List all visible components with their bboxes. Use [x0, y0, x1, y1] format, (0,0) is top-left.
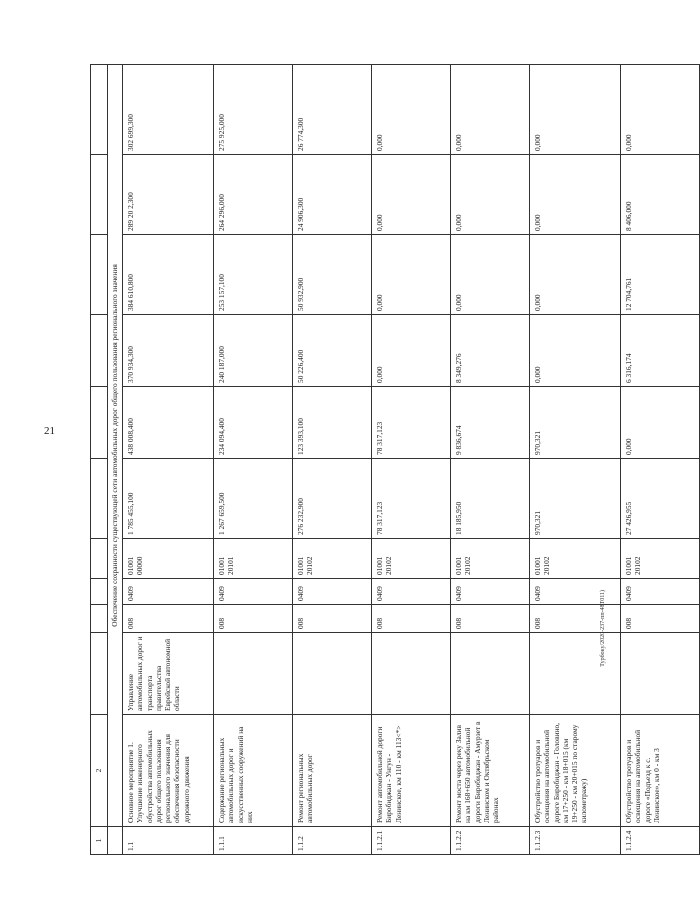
- row-number: 1.1.2.2: [451, 827, 530, 855]
- target-article: 01001 20102: [293, 539, 372, 579]
- total-amount: 18 185,950: [451, 459, 530, 539]
- target-article: 01001 20102: [621, 539, 700, 579]
- target-article: 01001 20101: [214, 539, 293, 579]
- executor: [621, 633, 700, 715]
- row-number: 1.1.2: [293, 827, 372, 855]
- row-number: 1.1.1: [214, 827, 293, 855]
- year-4-amount: 264 296,000: [214, 155, 293, 235]
- year-5-amount: 0,000: [451, 65, 530, 155]
- section-code: 0409: [123, 579, 214, 605]
- section-code: 0409: [451, 579, 530, 605]
- table-row: [214, 65, 293, 855]
- section-row: [108, 65, 123, 855]
- section-code: 0409: [214, 579, 293, 605]
- year-1-amount: 123 393,100: [293, 387, 372, 459]
- measure-name: Обустройство тротуаров и освещения на автомобильной дороге «Подъезд к с. Ленинское», км 0 - км 3: [621, 715, 700, 827]
- year-2-amount: 6 316,174: [621, 315, 700, 387]
- measure-name: Основное мероприятие 1. Улучшение инженерного обустройства автомобильных дорог общего пользования регионального значения для обеспечения безопасности дорожного движения: [123, 715, 214, 827]
- year-5-amount: 0,000: [530, 65, 621, 155]
- section-code: 0409: [621, 579, 700, 605]
- executor: [530, 633, 621, 715]
- measure-name: Ремонт автомобильной дороги Биробиджан - Унгун - Ленинское, км 110 - км 113<*>: [372, 715, 451, 827]
- measure-name: Обустройство тротуаров и освещения на автомобильной дороге Биробиджан - Головино, км 17+250 - км 18+015 (км 19+250 - км 20+015 по старому километражу): [530, 715, 621, 827]
- measure-name: Содержание региональных автомобильных дорог и искусственных сооружений на них: [214, 715, 293, 827]
- year-2-amount: 370 934,300: [123, 315, 214, 387]
- target-article: 01001 20102: [372, 539, 451, 579]
- executor: [214, 633, 293, 715]
- table-row: [530, 65, 621, 855]
- section-code: 0409: [530, 579, 621, 605]
- row-number: 1.1.2.4: [621, 827, 700, 855]
- total-amount: 78 317,123: [372, 459, 451, 539]
- year-5-amount: 26 774,300: [293, 65, 372, 155]
- year-5-amount: 275 925,000: [214, 65, 293, 155]
- year-3-amount: 0,000: [451, 235, 530, 315]
- section-code: 0409: [293, 579, 372, 605]
- year-1-amount: 78 317,123: [372, 387, 451, 459]
- year-5-amount: 0,000: [621, 65, 700, 155]
- page-number: 21: [44, 425, 55, 437]
- total-amount: 970,321: [530, 459, 621, 539]
- executor: [372, 633, 451, 715]
- executor: [451, 633, 530, 715]
- table-row: [293, 65, 372, 855]
- section-title: Обеспечение сохранности существующей сети автомобильных дорог общего пользования регионального значения: [108, 65, 123, 827]
- budget-table: [90, 64, 700, 855]
- rotated-table-wrapper: [90, 65, 661, 855]
- row-number: 1.1: [123, 827, 214, 855]
- target-article: 01001 20102: [530, 539, 621, 579]
- table-row: [123, 65, 214, 855]
- total-amount: 1 785 455,100: [123, 459, 214, 539]
- section-code: 0409: [372, 579, 451, 605]
- year-5-amount: 302 699,300: [123, 65, 214, 155]
- year-2-amount: 8 349,276: [451, 315, 530, 387]
- year-3-amount: 0,000: [372, 235, 451, 315]
- target-article: 01001 00000: [123, 539, 214, 579]
- executor: [293, 633, 372, 715]
- header-col-1: 1: [91, 827, 108, 855]
- year-2-amount: 240 187,000: [214, 315, 293, 387]
- year-3-amount: 50 932,900: [293, 235, 372, 315]
- year-4-amount: 0,000: [451, 155, 530, 235]
- grbs-code: 008: [530, 605, 621, 633]
- table-row: [451, 65, 530, 855]
- header-row: [91, 65, 108, 855]
- year-2-amount: 50 226,400: [293, 315, 372, 387]
- measure-name: Ремонт моста через реку Залив на км 168+650 автомобильной дороги Биробиджан - Амурзет в Ленинском и Октябрьском районах: [451, 715, 530, 827]
- year-2-amount: 0,000: [372, 315, 451, 387]
- total-amount: 1 267 659,500: [214, 459, 293, 539]
- year-1-amount: 9 836,674: [451, 387, 530, 459]
- year-4-amount: 8 406,000: [621, 155, 700, 235]
- year-4-amount: 289 20 2,300: [123, 155, 214, 235]
- grbs-code: 008: [214, 605, 293, 633]
- measure-name: Ремонт региональных автомобильных дорог: [293, 715, 372, 827]
- target-article: 01001 20102: [451, 539, 530, 579]
- year-3-amount: 253 157,100: [214, 235, 293, 315]
- row-number: 1.1.2.3: [530, 827, 621, 855]
- year-1-amount: 970,321: [530, 387, 621, 459]
- year-3-amount: 384 610,800: [123, 235, 214, 315]
- grbs-code: 008: [123, 605, 214, 633]
- grbs-code: 008: [451, 605, 530, 633]
- year-1-amount: 438 008,400: [123, 387, 214, 459]
- year-3-amount: 12 704,761: [621, 235, 700, 315]
- grbs-code: 008: [372, 605, 451, 633]
- header-col-2: 2: [91, 715, 108, 827]
- year-1-amount: 234 094,400: [214, 387, 293, 459]
- year-5-amount: 0,000: [372, 65, 451, 155]
- row-number: 1.1.2.1: [372, 827, 451, 855]
- watermark-text: Турбоку/2020-237-пп-48Т011): [600, 590, 606, 667]
- grbs-code: 008: [621, 605, 700, 633]
- year-4-amount: 0,000: [372, 155, 451, 235]
- total-amount: 276 232,900: [293, 459, 372, 539]
- year-4-amount: 24 906,300: [293, 155, 372, 235]
- grbs-code: 008: [293, 605, 372, 633]
- year-3-amount: 0,000: [530, 235, 621, 315]
- year-4-amount: 0,000: [530, 155, 621, 235]
- table-row: [372, 65, 451, 855]
- year-2-amount: 0,000: [530, 315, 621, 387]
- executor: Управление автомобильных дорог и транспорта правительства Еврейской автономной области: [123, 633, 214, 715]
- table-row: [621, 65, 700, 855]
- year-1-amount: 0,000: [621, 387, 700, 459]
- total-amount: 27 426,955: [621, 459, 700, 539]
